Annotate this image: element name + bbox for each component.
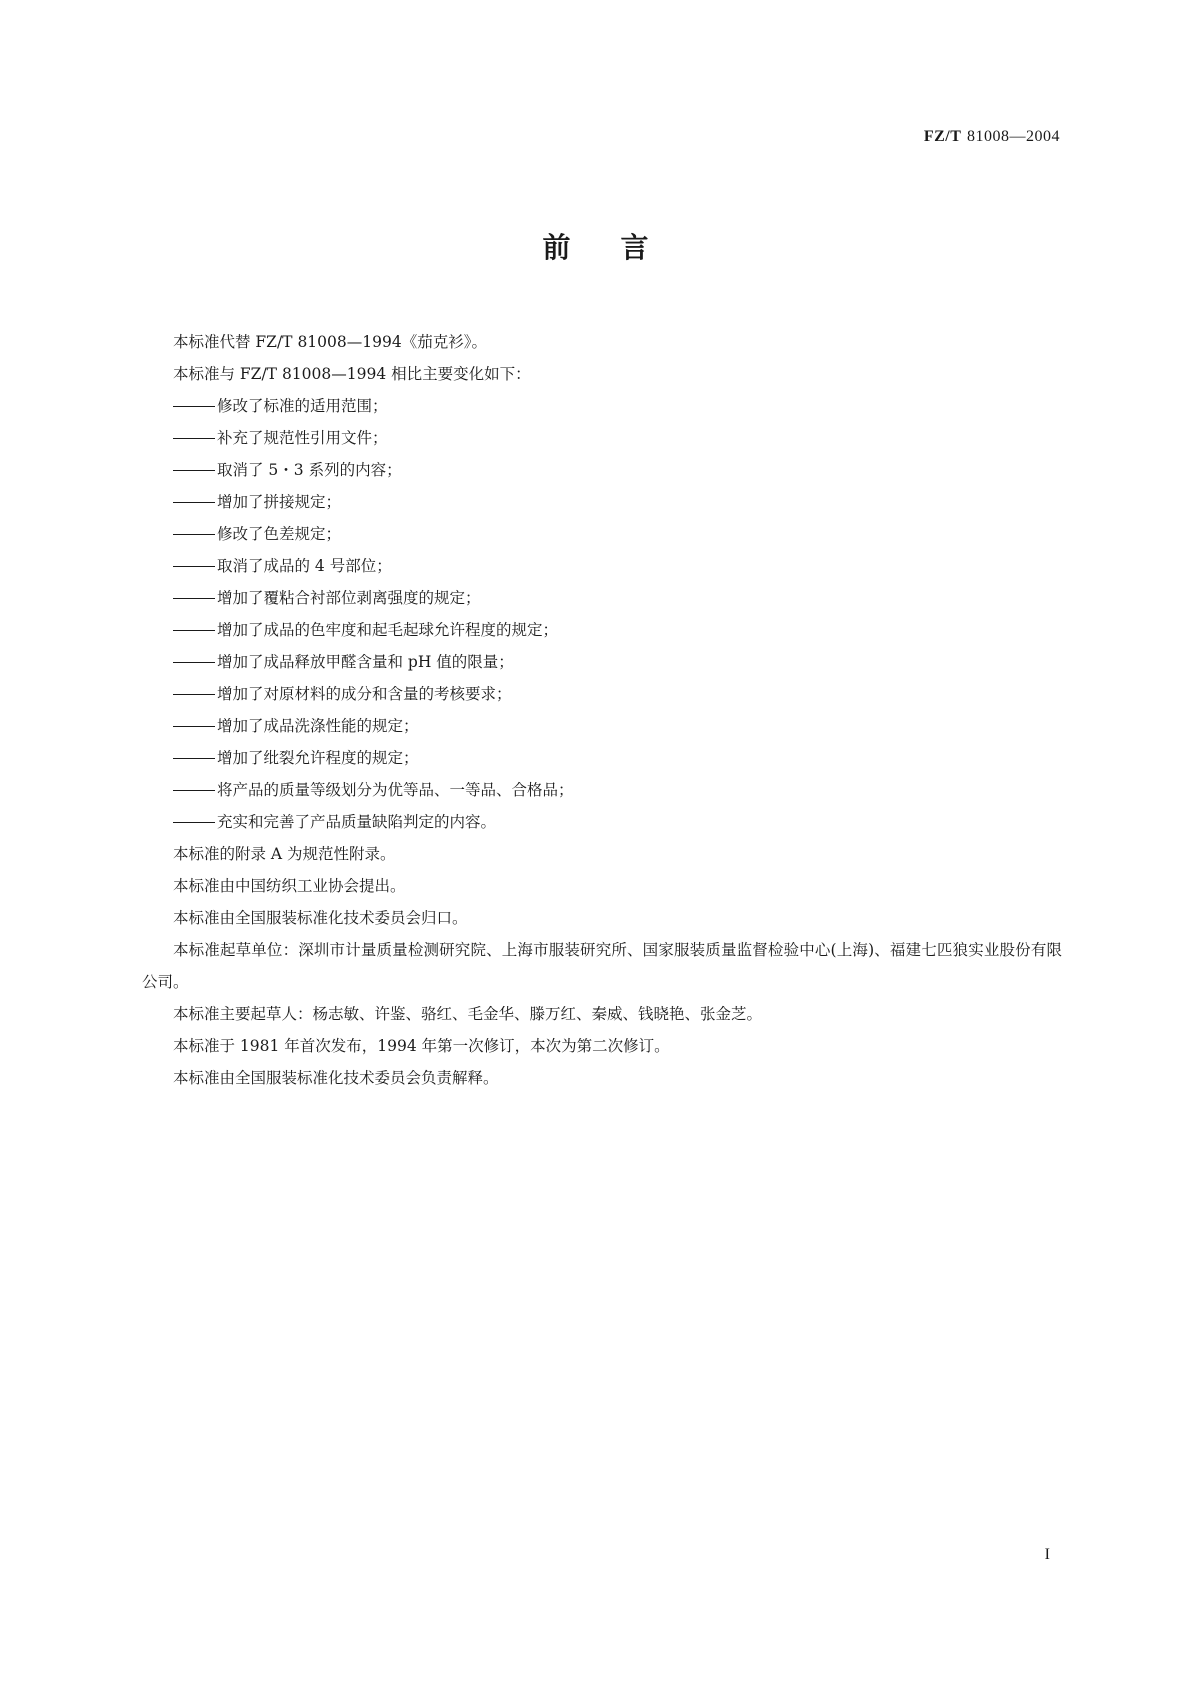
dash-mark [173, 758, 215, 759]
dash-mark [173, 694, 215, 695]
dash-mark [173, 534, 215, 535]
foreword-body [142, 326, 1062, 1094]
dash-mark [173, 822, 215, 823]
dash-mark [173, 662, 215, 663]
dash-mark [173, 726, 215, 727]
paragraph-drafting-organizations: 本标准起草单位：深圳市计量质量检测研究院、上海市服装研究所、国家服装质量监督检验中心(上海)、福建七匹狼实业股份有限公司。 [142, 941, 1062, 991]
change-item: 补充了规范性引用文件； [142, 422, 1062, 454]
paragraph-drafters: 本标准主要起草人：杨志敏、许鉴、骆红、毛金华、滕万红、秦威、钱晓艳、张金芝。 [173, 1005, 763, 1023]
paragraph-proposer: 本标准由中国纺织工业协会提出。 [173, 877, 406, 895]
change-item: 修改了色差规定； [142, 518, 1062, 550]
change-item: 增加了成品洗涤性能的规定； [142, 710, 1062, 742]
change-item: 取消了成品的 4 号部位； [142, 550, 1062, 582]
change-item: 将产品的质量等级划分为优等品、一等品、合格品； [142, 774, 1062, 806]
change-item: 增加了成品的色牢度和起毛起球允许程度的规定； [142, 614, 1062, 646]
dash-mark [173, 598, 215, 599]
dash-mark [173, 438, 215, 439]
dash-mark [173, 406, 215, 407]
change-item: 增加了覆粘合衬部位剥离强度的规定； [142, 582, 1062, 614]
change-item: 取消了 5・3 系列的内容； [142, 454, 1062, 486]
paragraph-replaces: 本标准代替 FZ/T 81008—1994《茄克衫》。 [173, 333, 487, 351]
dash-mark [173, 566, 215, 567]
change-item: 增加了对原材料的成分和含量的考核要求； [142, 678, 1062, 710]
paragraph-annex: 本标准的附录 A 为规范性附录。 [173, 845, 396, 863]
page-number: I [1044, 1546, 1050, 1563]
paragraph-changes-intro: 本标准与 FZ/T 81008—1994 相比主要变化如下： [173, 365, 531, 383]
change-item: 增加了拼接规定； [142, 486, 1062, 518]
standard-number [924, 126, 1060, 146]
paragraph-interpretation: 本标准由全国服装标准化技术委员会负责解释。 [173, 1069, 499, 1087]
dash-mark [173, 790, 215, 791]
dash-mark [173, 470, 215, 471]
change-item: 充实和完善了产品质量缺陷判定的内容。 [142, 806, 1062, 838]
change-item: 增加了成品释放甲醛含量和 pH 值的限量； [142, 646, 1062, 678]
standard-year-number: 81008—2004 [967, 128, 1060, 145]
standard-code: FZ/T [923, 128, 962, 145]
paragraph-responsible-committee: 本标准由全国服装标准化技术委员会归口。 [173, 909, 468, 927]
dash-mark [173, 630, 215, 631]
page-title: 前言 [542, 231, 699, 264]
paragraph-history: 本标准于 1981 年首次发布，1994 年第一次修订，本次为第二次修订。 [173, 1037, 670, 1055]
change-item: 增加了纰裂允许程度的规定； [142, 742, 1062, 774]
dash-mark [173, 502, 215, 503]
change-item: 修改了标准的适用范围； [142, 390, 1062, 422]
